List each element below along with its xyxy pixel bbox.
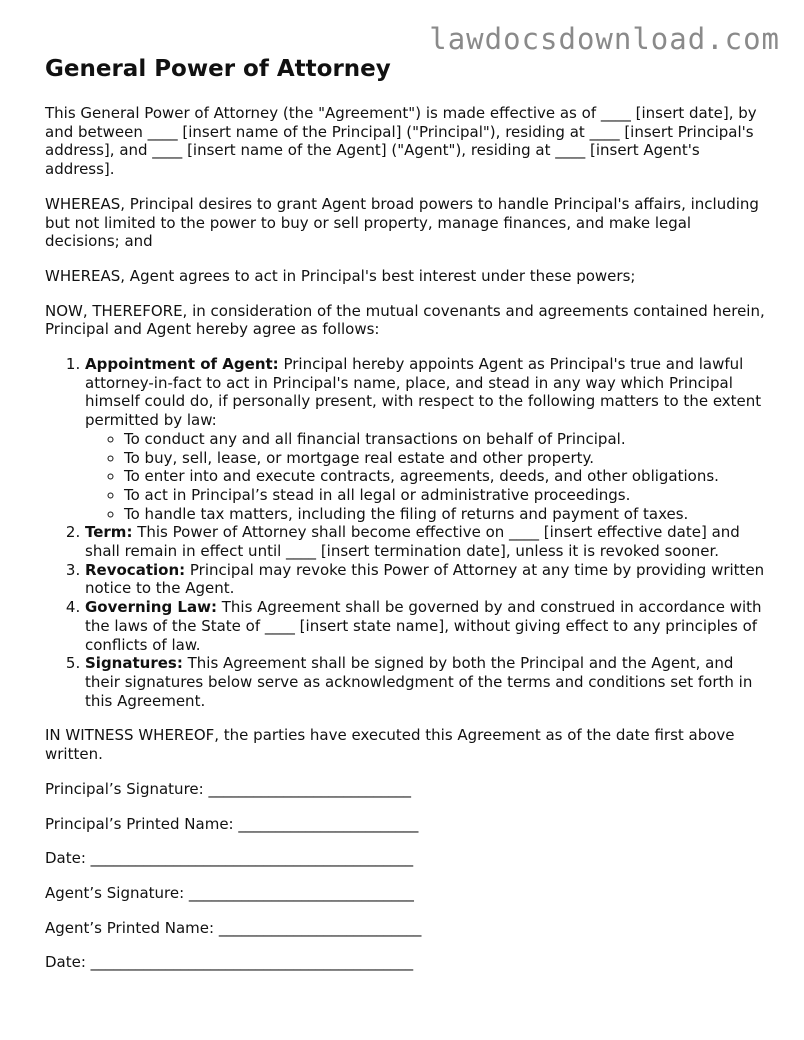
document-title: General Power of Attorney	[45, 56, 391, 82]
agent-signature-line[interactable]: Agent’s Signature: ______________________________	[45, 883, 414, 902]
section-revocation	[85, 561, 767, 598]
principal-date-line[interactable]: Date: ___________________________________________	[45, 849, 414, 868]
terms-list	[45, 355, 767, 710]
power-item: ◦ To conduct any and all financial transactions on behalf of Principal.	[124, 430, 767, 449]
section-term	[85, 523, 767, 560]
power-item: ◦ To buy, sell, lease, or mortgage real estate and other property.	[124, 449, 767, 468]
site-watermark: lawdocsdownload.com	[429, 22, 780, 56]
whereas-paragraph-1: WHEREAS, Principal desires to grant Agent broad powers to handle Principal's affairs, including but not limited to the power to buy or sell property, manage finances, and make legal decisions; and	[45, 194, 759, 251]
now-therefore-paragraph: NOW, THEREFORE, in consideration of the mutual covenants and agreements contained herein, Principal and Agent hereby agree as follows:	[45, 301, 765, 339]
section-heading: Revocation:	[85, 560, 186, 579]
agent-printed-name-line[interactable]: Agent’s Printed Name: ___________________________	[45, 918, 422, 937]
section-text: This Agreement shall be signed by both the Principal and the Agent, and their signatures below serve as acknowledgment of the terms and conditions set forth in this Agreement.	[85, 654, 753, 710]
powers-list	[85, 430, 767, 524]
whereas-paragraph-2: WHEREAS, Agent agrees to act in Principal's best interest under these powers;	[45, 266, 636, 285]
section-heading: Signatures:	[85, 654, 183, 673]
document-body	[45, 56, 767, 988]
section-text: Principal hereby appoints Agent as Principal's true and lawful attorney-in-fact to act in Principal's name, place, and stead in any way which Principal himself could do, if personally present, with respect to the following matters to the extent permitted by law:	[85, 355, 762, 430]
section-heading: Appointment of Agent:	[85, 355, 279, 374]
power-item: ◦ To enter into and execute contracts, agreements, deeds, and other obligations.	[124, 467, 767, 486]
section-signatures	[85, 654, 767, 710]
section-text: This Agreement shall be governed by and construed in accordance with the laws of the State of ____ [insert state name], without giving effect to any principles of conflicts of law.	[85, 598, 762, 654]
section-heading: Term:	[85, 523, 133, 542]
section-appointment	[85, 355, 767, 523]
intro-paragraph: This General Power of Attorney (the "Agreement") is made effective as of ____ [insert date], by and between ____ [insert name of the Principal] ("Principal"), residing at ____ [insert Principal's address], and ____ [insert name of the Agent] ("Agent"), residing at ____ [insert Agent's address].	[45, 104, 757, 179]
section-text: Principal may revoke this Power of Attorney at any time by providing written notice to the Agent.	[85, 560, 765, 598]
section-heading: Governing Law:	[85, 598, 217, 617]
principal-signature-line[interactable]: Principal’s Signature: ___________________________	[45, 779, 411, 798]
section-governing-law	[85, 598, 767, 654]
power-item: ◦ To handle tax matters, including the filing of returns and payment of taxes.	[124, 505, 767, 524]
witness-paragraph: IN WITNESS WHEREOF, the parties have executed this Agreement as of the date first above written.	[45, 726, 735, 764]
principal-printed-name-line[interactable]: Principal’s Printed Name: ________________________	[45, 814, 419, 833]
agent-date-line[interactable]: Date: ___________________________________________	[45, 953, 414, 972]
section-text: This Power of Attorney shall become effective on ____ [insert effective date] and shall remain in effect until ____ [insert termination date], unless it is revoked sooner.	[85, 523, 740, 561]
power-item: ◦ To act in Principal’s stead in all legal or administrative proceedings.	[124, 486, 767, 505]
